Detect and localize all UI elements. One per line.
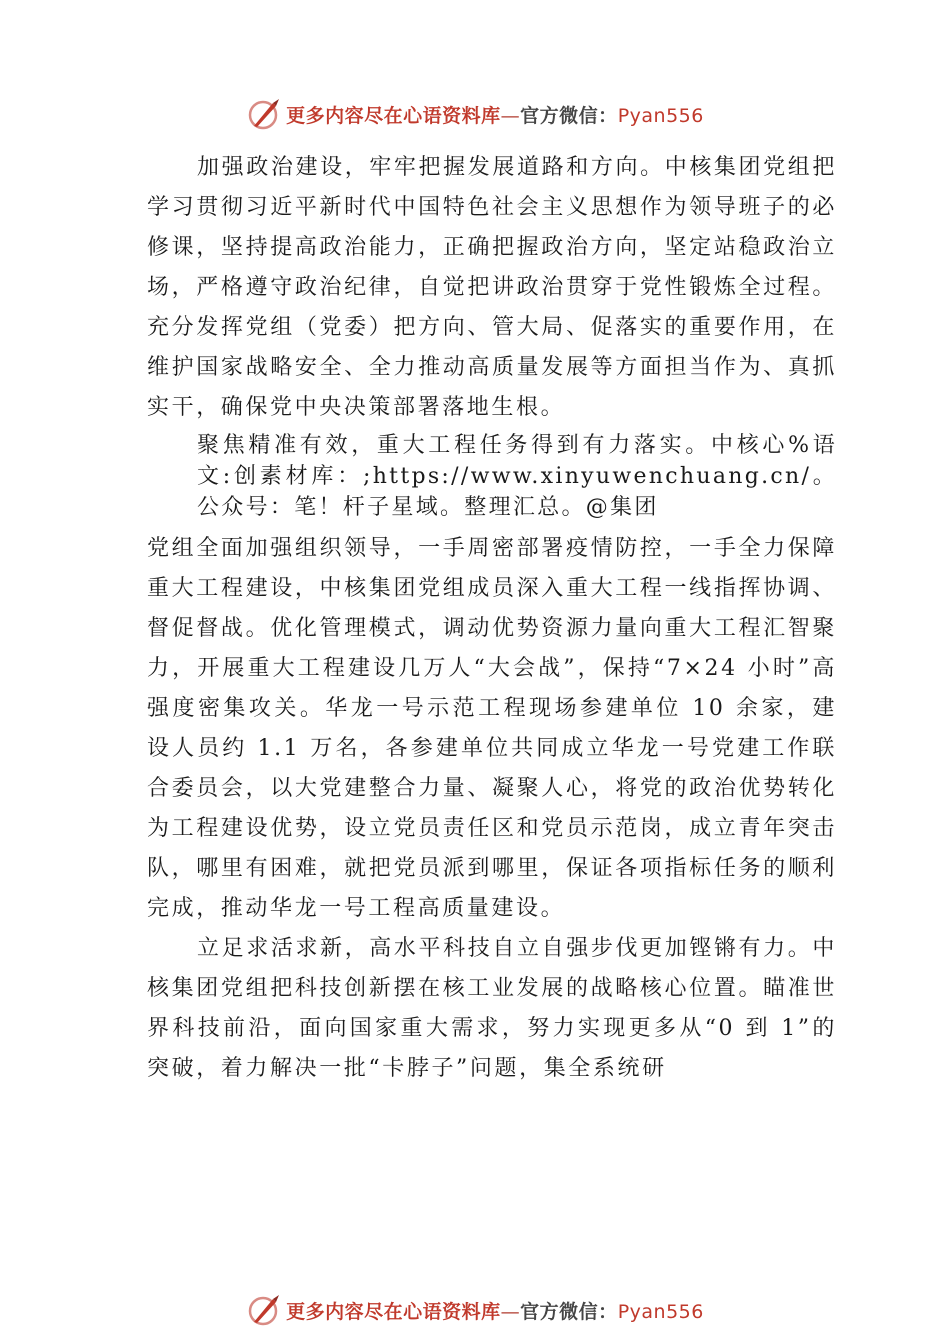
banner-wechat-label: 官方微信： <box>520 104 618 127</box>
paragraph-major-projects: 党组全面加强组织领导，一手周密部署疫情防控，一手全力保障重大工程建设，中核集团党组成员深入重大工程一线指挥协调、督促督战。优化管理模式，调动优势资源力量向重大工程汇智聚力，开展重大工程建设几万人“大会战”，保持“7×24 小时”高强度密集攻关。华龙一号示范工程现场参建单位 10 余家，建设人员约 1.1 万名，各参建单位共同成立华龙一号党建工作联合委员会，以大党建整合力量、凝聚人心，将党的政治优势转化为工程建设优势，设立党员责任区和党员示范岗，成立青年突击队，哪里有困难，就把党员派到哪里，保证各项指标任务的顺利完成，推动华龙一号工程高质量建设。 <box>147 536 837 921</box>
paragraph-political-building: 加强政治建设，牢牢把握发展道路和方向。中核集团党组把学习贯彻习近平新时代中国特色社会主义思想作为领导班子的必修课，坚持提高政治能力，正确把握政治方向，坚定站稳政治立场，严格遵守政治纪律，自觉把讲政治贯穿于党性锻炼全过程。充分发挥党组（党委）把方向、管大局、促落实的重要作用，在维护国家战略安全、全力推动高质量发展等方面担当作为、真抓实干，确保党中央决策部署落地生根。 <box>147 155 837 420</box>
banner-separator: — <box>500 104 521 127</box>
banner-text <box>286 101 704 128</box>
banner-text <box>286 1297 704 1324</box>
banner-wechat-id: Pyan556 <box>617 104 704 127</box>
paragraph-major-projects-intro: 聚焦精准有效，重大工程任务得到有力落实。中核心%语文:创素材库：;https://www.xinyuwenchuang.cn/。公众号：笔！杆子星域。整理汇总。@集团 <box>197 433 837 520</box>
footer-banner <box>0 1290 950 1330</box>
quill-logo-icon <box>246 1292 282 1328</box>
document-body <box>147 148 837 1089</box>
banner-wechat-label: 官方微信： <box>520 1300 618 1323</box>
paragraph-technology: 立足求活求新，高水平科技自立自强步伐更加铿锵有力。中核集团党组把科技创新摆在核工业发展的战略核心位置。瞄准世界科技前沿，面向国家重大需求，努力实现更多从“0 到 1”的突破，着力解决一批“卡脖子”问题，集全系统研 <box>147 936 837 1081</box>
quill-logo-icon <box>246 96 282 132</box>
banner-site-text: 更多内容尽在心语资料库 <box>286 1300 501 1323</box>
header-banner <box>0 94 950 134</box>
banner-wechat-id: Pyan556 <box>617 1300 704 1323</box>
banner-separator: — <box>500 1300 521 1323</box>
banner-site-text: 更多内容尽在心语资料库 <box>286 104 501 127</box>
